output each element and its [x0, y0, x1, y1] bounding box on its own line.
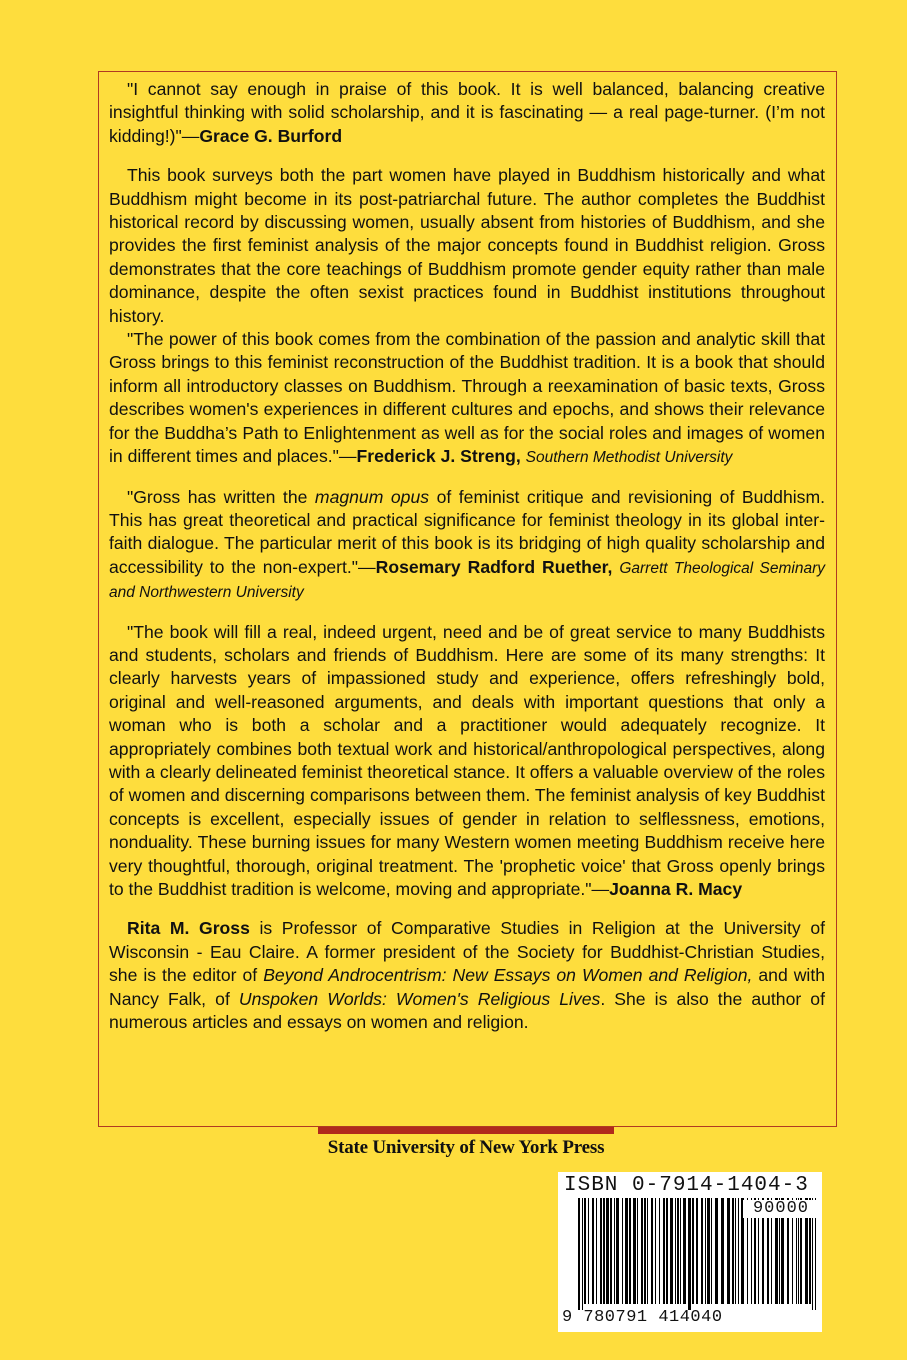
ean-digits: 9 780791 414040	[562, 1308, 723, 1327]
attribution-burford: Grace G. Burford	[199, 125, 343, 146]
barcode-bar	[629, 1198, 631, 1304]
praise-burford: "I cannot say enough in praise of this book. It is well balanced, balancing creative insightful thinking with solid scholarship, and it is fascinating — a real page-turner. (I’m not kidding!)"—Grace G. Burford	[109, 79, 825, 146]
barcode-bar	[600, 1198, 602, 1304]
barcode-bar	[584, 1198, 586, 1304]
barcode-bar	[683, 1198, 686, 1304]
barcode-bar	[622, 1198, 623, 1304]
barcode-bar	[641, 1198, 643, 1304]
barcode-bar	[696, 1198, 698, 1304]
blurb-text	[109, 78, 825, 1034]
attribution-ruether: Rosemary Radford Ruether,	[375, 556, 613, 577]
barcode-bar	[610, 1198, 612, 1304]
barcode-bar	[701, 1198, 703, 1304]
barcode-bar	[633, 1198, 636, 1304]
affiliation-streng: Southern Methodist University	[525, 449, 733, 467]
barcode-bar	[616, 1198, 619, 1304]
barcode-bar	[711, 1198, 712, 1304]
barcode-bar	[721, 1198, 724, 1304]
barcode-bar	[651, 1198, 653, 1304]
barcode-bar	[670, 1198, 673, 1304]
praise-streng: "The power of this book comes from the combination of the passion and analytic skill that Gross brings to this feminist reconstruction of the Buddhist tradition. It is a book that should inform all introductory classes on Buddhism. Through a reexamination of basic texts, Gross describes women's experiences in different cultures and epochs, and shows their relevance for the Buddha’s Path to Enlightenment as well as for the social roles and images of women in different times and places."—Frederick J. Streng, Southern Methodist University	[109, 329, 825, 467]
barcode-bar	[666, 1198, 668, 1304]
barcode-bar	[705, 1198, 706, 1304]
publisher-bar	[318, 1127, 614, 1134]
barcode-bar	[592, 1198, 594, 1304]
barcode-bar	[603, 1198, 605, 1304]
barcode-bar	[606, 1198, 609, 1304]
barcode-bar	[578, 1198, 580, 1310]
barcode-bar	[688, 1198, 691, 1310]
price-code: 90000	[743, 1200, 819, 1218]
barcode-bar	[582, 1198, 583, 1310]
barcode-bar	[707, 1198, 710, 1304]
barcode-bar	[596, 1198, 597, 1304]
barcode-bar	[647, 1198, 648, 1304]
author-name: Rita M. Gross	[127, 918, 250, 939]
barcode-bar	[625, 1198, 628, 1304]
attribution-streng: Frederick J. Streng,	[356, 446, 521, 467]
publisher-name: State University of New York Press	[327, 1137, 605, 1158]
barcode-bar	[588, 1198, 589, 1304]
praise-macy: "The book will fill a real, indeed urgent, need and be of great service to many Buddhists and students, scholars and friends of Buddhism. Here are some of its many strengths: It clearly harvests years of impassioned study and experience, offers refreshingly bold, original and well-reasoned arguments, and deals with important questions that only a woman who is both a scholar and a practitioner would adequately recognize. It appropriately combines both textual work and historical/anthropological perspectives, along with a clearly delineated feminist theoretical stance. It offers a valuable overview of the roles of women and discerning comparisons between them. The feminist analysis of key Buddhist concepts is excellent, especially issues of gender in relation to selflessness, emotions, nonduality. These burning issues for many Western women meeting Buddhism receive here very thoughtful, thorough, original treatment. The 'prophetic voice' that Gross openly brings to the Buddhist tradition is welcome, moving and appropriate."—Joanna R. Macy	[109, 621, 825, 899]
attribution-macy: Joanna R. Macy	[609, 879, 743, 899]
barcode-bar	[692, 1198, 694, 1304]
barcode-bar	[735, 1198, 736, 1304]
barcode-bar	[659, 1198, 660, 1304]
barcode-bar	[732, 1198, 734, 1304]
barcode-bar	[680, 1198, 681, 1304]
praise-ruether: "Gross has written the magnum opus of feminist critique and revisioning of Buddhism. This has great theoretical and practical significance for feminist theology in its global inter-faith dialogue. The particular merit of this book is its bridging of high quality scholarship and accessibility to the non-expert."—Rosemary Radford Ruether, Garrett Theological Seminary and Northwestern University	[109, 486, 826, 602]
barcode	[558, 1172, 822, 1332]
barcode-bar	[675, 1198, 676, 1304]
barcode-bar	[644, 1198, 646, 1304]
barcode-bar	[663, 1198, 665, 1304]
barcode-bar	[727, 1198, 730, 1304]
book-description: This book surveys both the part women have played in Buddhism historically and what Buddhism might become in its post-patriarchal future. The author completes the Buddhist historical record by discussing women, usually absent from histories of Buddhism, and she provides the first feminist analysis of the major concepts found in Buddhist religion. Gross demonstrates that the core teachings of Buddhism promote gender equity rather than male dominance, despite the often sexist practices found in Buddhist institutions throughout history.	[109, 165, 825, 326]
barcode-bar	[738, 1198, 739, 1304]
barcode-bar	[614, 1198, 615, 1304]
barcode-bar	[677, 1198, 679, 1304]
barcode-bar	[655, 1198, 656, 1304]
barcode-bar	[637, 1198, 638, 1304]
isbn-text: ISBN 0-7914-1404-3	[564, 1174, 809, 1197]
author-bio: Rita M. Gross is Professor of Comparative Studies in Religion at the University of Wisconsin - Eau Claire. A former president of the Society for Buddhist-Christian Studies, she is the editor of Beyond Androcentrism: New Essays on Women and Religion, and with Nancy Falk, of Unspoken Worlds: Women's Religious Lives. She is also the author of numerous articles and essays on women and religion.	[109, 918, 826, 1033]
barcode-bar	[715, 1198, 718, 1304]
affiliation-ruether: Garrett Theological Seminary and Northwestern University	[109, 559, 826, 602]
